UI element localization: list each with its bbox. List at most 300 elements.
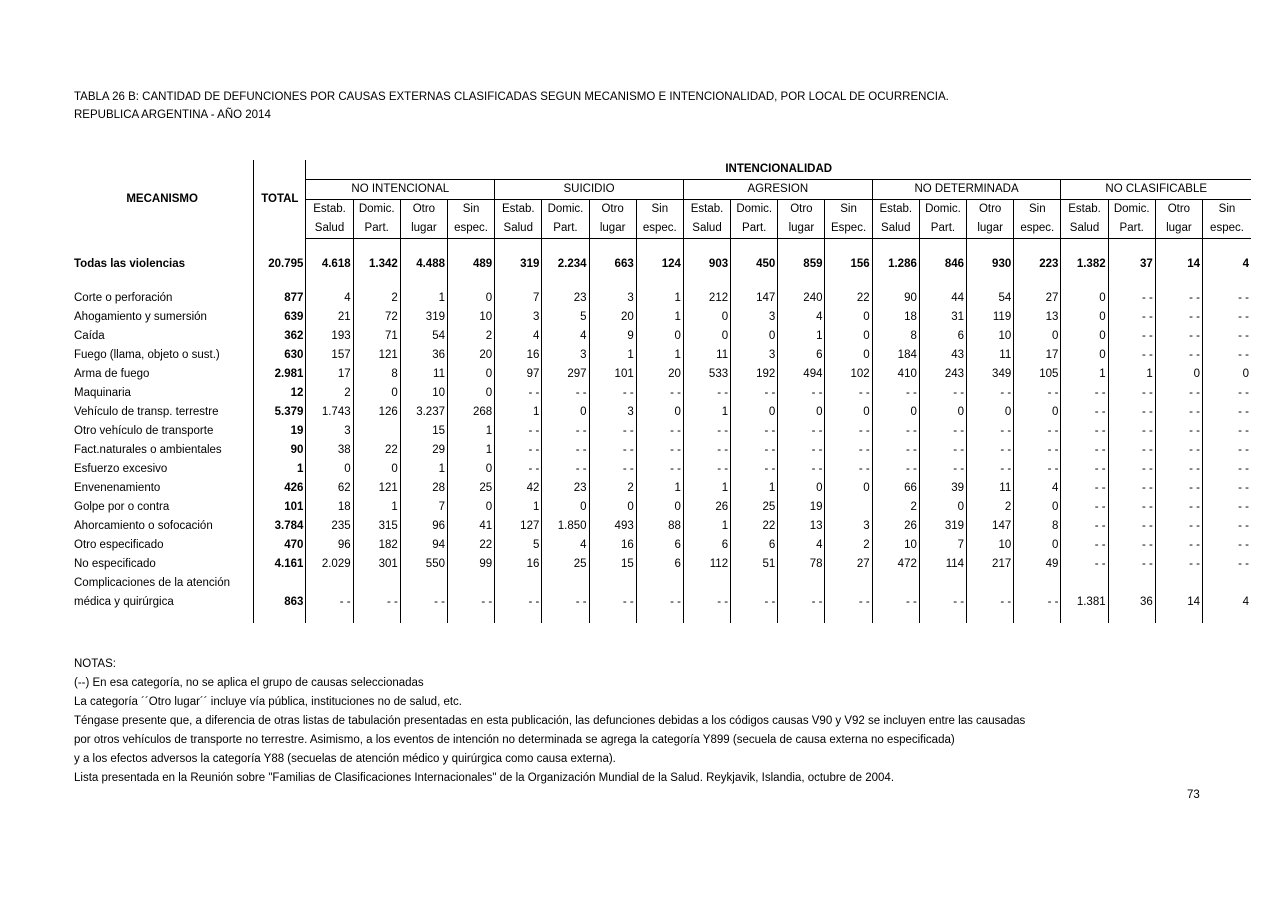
cell-value: 72	[353, 308, 400, 327]
cell-value: 121	[353, 479, 400, 498]
table-row	[71, 574, 1251, 593]
table-row	[71, 479, 1251, 498]
cell-value: 16	[495, 555, 542, 574]
cell-value: - -	[1108, 289, 1155, 308]
cell-value: 0	[1061, 327, 1108, 346]
row-label: Complicaciones de la atención	[74, 577, 230, 589]
subheader-bottom: lugar	[400, 219, 447, 239]
cell-value: - -	[495, 384, 542, 403]
cell-value: 0	[731, 403, 778, 422]
cell-value: 1.850	[542, 517, 589, 536]
subheader-top: Estab.	[1061, 200, 1108, 220]
cell-value: - -	[967, 593, 1014, 612]
cell-value: 20	[636, 365, 683, 384]
cell-value: - -	[1155, 346, 1202, 365]
cell-value: 0	[731, 327, 778, 346]
cell-value: 212	[683, 289, 730, 308]
cell-value: 10	[967, 327, 1014, 346]
note-line: Téngase presente que, a diferencia de otras listas de tabulación presentadas en esta publicación, las defunciones debidas a los códigos causas V90 y V92 se incluyen entre las causadas	[74, 715, 1026, 727]
cell-value: 6	[919, 327, 966, 346]
cell-value: - -	[1202, 327, 1251, 346]
group-header: NO INTENCIONAL	[306, 180, 495, 200]
cell-value: 54	[967, 289, 1014, 308]
group-header: AGRESION	[683, 180, 872, 200]
cell-value: - -	[1108, 308, 1155, 327]
cell-value: 0	[542, 498, 589, 517]
cell-value: 13	[778, 517, 825, 536]
cell-value: 192	[731, 365, 778, 384]
row-label: Otro vehículo de transporte	[74, 425, 214, 437]
row-label: Fact.naturales o ambientales	[74, 444, 222, 456]
cell-value: 37	[1108, 250, 1155, 278]
cell-value: - -	[731, 460, 778, 479]
cell-value: - -	[1155, 441, 1202, 460]
table-row	[71, 555, 1251, 574]
subheader-bottom: lugar	[967, 219, 1014, 239]
cell-value: - -	[683, 441, 730, 460]
cell-value: 19	[778, 498, 825, 517]
cell-value: 1	[495, 403, 542, 422]
cell-value: 127	[495, 517, 542, 536]
cell-value: - -	[1202, 460, 1251, 479]
cell-value: 39	[919, 479, 966, 498]
cell-value: 26	[683, 498, 730, 517]
cell-value: 10	[872, 536, 919, 555]
cell-value: - -	[589, 422, 636, 441]
cell-value: 14	[1155, 593, 1202, 612]
cell-value: 94	[400, 536, 447, 555]
cell-value: 0	[778, 403, 825, 422]
cell-value: 44	[919, 289, 966, 308]
cell-value: - -	[400, 593, 447, 612]
subheader-top: Otro	[1155, 200, 1202, 220]
cell-value: 0	[825, 327, 872, 346]
cell-value: 1	[683, 479, 730, 498]
cell-value: 6	[636, 536, 683, 555]
cell-value: - -	[1155, 517, 1202, 536]
cell-value: 1	[400, 289, 447, 308]
cell-value: 38	[306, 441, 353, 460]
cell-value: - -	[1202, 555, 1251, 574]
table-subtitle: REPUBLICA ARGENTINA - AÑO 2014	[74, 109, 271, 121]
cell-value: - -	[1202, 441, 1251, 460]
cell-value: 0	[447, 384, 494, 403]
cell-value: 493	[589, 517, 636, 536]
cell-value: 42	[495, 479, 542, 498]
cell-value: - -	[1108, 346, 1155, 365]
row-total: 426	[254, 479, 306, 498]
cell-value: 0	[636, 498, 683, 517]
cell-value: 16	[589, 536, 636, 555]
cell-value: - -	[1108, 403, 1155, 422]
cell-value: - -	[967, 460, 1014, 479]
row-total: 470	[254, 536, 306, 555]
cell-value: 10	[400, 384, 447, 403]
cell-value: 2	[306, 384, 353, 403]
cell-value: - -	[919, 384, 966, 403]
row-total: 863	[254, 593, 306, 612]
cell-value: 36	[400, 346, 447, 365]
cell-value: - -	[1108, 479, 1155, 498]
cell-value: - -	[872, 593, 919, 612]
cell-value: - -	[967, 384, 1014, 403]
row-label: Fuego (llama, objeto o sust.)	[74, 349, 220, 361]
cell-value: 17	[1014, 346, 1061, 365]
cell-value: 10	[967, 536, 1014, 555]
cell-value: - -	[636, 593, 683, 612]
cell-value: 0	[447, 498, 494, 517]
row-total: 5.379	[254, 403, 306, 422]
cell-value: 1	[636, 479, 683, 498]
cell-value: 147	[731, 289, 778, 308]
spacer-row	[71, 278, 1251, 289]
cell-value: 217	[967, 555, 1014, 574]
mecanismo-header: MECANISMO	[126, 192, 198, 205]
row-total: 101	[254, 498, 306, 517]
table-row	[71, 403, 1251, 422]
cell-value: 8	[872, 327, 919, 346]
cell-value: 0	[306, 460, 353, 479]
cell-value: 2	[967, 498, 1014, 517]
cell-value: 319	[495, 250, 542, 278]
cell-value: - -	[1014, 460, 1061, 479]
cell-value: - -	[542, 384, 589, 403]
cell-value: 240	[778, 289, 825, 308]
cell-value: - -	[825, 460, 872, 479]
note-line: NOTAS:	[74, 658, 116, 670]
cell-value: - -	[731, 441, 778, 460]
subheader-top: Domic.	[1108, 200, 1155, 220]
cell-value: 1	[447, 441, 494, 460]
cell-value: - -	[683, 460, 730, 479]
cell-value	[353, 422, 400, 441]
cell-value: 235	[306, 517, 353, 536]
cell-value: 0	[1014, 403, 1061, 422]
cell-value: - -	[1061, 536, 1108, 555]
subheader-top: Sin	[447, 200, 494, 220]
cell-value: - -	[1155, 460, 1202, 479]
cell-value: 15	[589, 555, 636, 574]
cell-value: 0	[967, 403, 1014, 422]
cell-value: 3.237	[400, 403, 447, 422]
cell-value: - -	[872, 422, 919, 441]
row-total: 90	[254, 441, 306, 460]
cell-value: 550	[400, 555, 447, 574]
row-total: 362	[254, 327, 306, 346]
cell-value: 0	[919, 498, 966, 517]
table-row	[71, 308, 1251, 327]
cell-value: 6	[778, 346, 825, 365]
cell-value: 54	[400, 327, 447, 346]
cell-value: 3	[306, 422, 353, 441]
cell-value: 25	[447, 479, 494, 498]
cell-value: 1	[1061, 365, 1108, 384]
cell-value: 0	[353, 384, 400, 403]
subheader-top: Estab.	[495, 200, 542, 220]
cell-value	[825, 498, 872, 517]
cell-value: 0	[636, 403, 683, 422]
cell-value: 2	[872, 498, 919, 517]
table-row	[71, 384, 1251, 403]
group-header: NO DETERMINADA	[872, 180, 1061, 200]
cell-value: 43	[919, 346, 966, 365]
cell-value: 5	[542, 308, 589, 327]
cell-value: 1	[683, 403, 730, 422]
cell-value: 4	[1202, 593, 1251, 612]
cell-value: 22	[731, 517, 778, 536]
cell-value: - -	[1108, 498, 1155, 517]
cell-value: 1	[589, 346, 636, 365]
row-label: Corte o perforación	[74, 292, 173, 304]
cell-value: 268	[447, 403, 494, 422]
subheader-top: Sin	[1202, 200, 1251, 220]
cell-value: 97	[495, 365, 542, 384]
cell-value: - -	[1061, 384, 1108, 403]
row-label: médica y quirúrgica	[74, 596, 174, 608]
cell-value: 29	[400, 441, 447, 460]
cell-value: 25	[542, 555, 589, 574]
cell-value: - -	[1155, 384, 1202, 403]
cell-value: - -	[919, 460, 966, 479]
cell-value: - -	[306, 593, 353, 612]
cell-value: - -	[1108, 517, 1155, 536]
cell-value: 846	[919, 250, 966, 278]
cell-value: 4	[306, 289, 353, 308]
cell-value: 6	[731, 536, 778, 555]
cell-value: 119	[967, 308, 1014, 327]
intencionalidad-header: INTENCIONALIDAD	[306, 160, 1251, 180]
cell-value: 1	[1108, 365, 1155, 384]
cell-value: 66	[872, 479, 919, 498]
cell-value: 3	[542, 346, 589, 365]
cell-value: 78	[778, 555, 825, 574]
cell-value: 2	[353, 289, 400, 308]
cell-value: 22	[447, 536, 494, 555]
cell-value: 1.743	[306, 403, 353, 422]
cell-value: - -	[1014, 384, 1061, 403]
cell-value: 8	[1014, 517, 1061, 536]
subheader-bottom: Part.	[919, 219, 966, 239]
cell-value: - -	[1202, 479, 1251, 498]
table-row	[71, 289, 1251, 308]
cell-value: - -	[495, 441, 542, 460]
subheader-bottom: Part.	[353, 219, 400, 239]
row-label: No especificado	[74, 558, 156, 570]
cell-value: 90	[872, 289, 919, 308]
cell-value: 223	[1014, 250, 1061, 278]
total-header: TOTAL	[254, 160, 306, 239]
cell-value: 31	[919, 308, 966, 327]
cell-value: 105	[1014, 365, 1061, 384]
cell-value: 10	[447, 308, 494, 327]
row-total: 1	[254, 460, 306, 479]
subheader-top: Otro	[778, 200, 825, 220]
subheader-top: Domic.	[919, 200, 966, 220]
cell-value: - -	[1108, 327, 1155, 346]
cell-value: - -	[1202, 422, 1251, 441]
cell-value: - -	[1108, 555, 1155, 574]
cell-value: 71	[353, 327, 400, 346]
cell-value: 3	[731, 308, 778, 327]
cell-value: 0	[1061, 308, 1108, 327]
cell-value: - -	[731, 384, 778, 403]
table-row	[71, 422, 1251, 441]
subheader-top: Domic.	[731, 200, 778, 220]
cell-value: 184	[872, 346, 919, 365]
cell-value: - -	[1155, 422, 1202, 441]
cell-value: - -	[1155, 479, 1202, 498]
cell-value: 16	[495, 346, 542, 365]
cell-value: 4	[1014, 479, 1061, 498]
subheader-top: Sin	[825, 200, 872, 220]
table-row	[71, 327, 1251, 346]
cell-value: 17	[306, 365, 353, 384]
cell-value: 0	[1061, 346, 1108, 365]
cell-value: - -	[778, 593, 825, 612]
cell-value: - -	[1061, 403, 1108, 422]
cell-value: 51	[731, 555, 778, 574]
cell-value: 0	[778, 479, 825, 498]
cell-value: 156	[825, 250, 872, 278]
cell-value: - -	[778, 422, 825, 441]
cell-value: - -	[353, 593, 400, 612]
cell-value: 0	[353, 460, 400, 479]
cell-value: - -	[872, 441, 919, 460]
cell-value: 1.286	[872, 250, 919, 278]
cell-value: - -	[919, 422, 966, 441]
cell-value: 9	[589, 327, 636, 346]
cell-value: 27	[825, 555, 872, 574]
cell-value: - -	[1108, 384, 1155, 403]
cell-value: 0	[1014, 327, 1061, 346]
row-total: 20.795	[254, 250, 306, 278]
cell-value: 3	[731, 346, 778, 365]
cell-value: 0	[825, 403, 872, 422]
cell-value: - -	[1061, 422, 1108, 441]
subheader-top: Sin	[636, 200, 683, 220]
subheader-bottom: lugar	[778, 219, 825, 239]
cell-value: 533	[683, 365, 730, 384]
cell-value: - -	[1202, 498, 1251, 517]
cell-value: 859	[778, 250, 825, 278]
cell-value: - -	[731, 593, 778, 612]
cell-value: - -	[1061, 555, 1108, 574]
cell-value: 3	[495, 308, 542, 327]
cell-value: 14	[1155, 250, 1202, 278]
cell-value: 0	[447, 365, 494, 384]
note-line: Lista presentada en la Reunión sobre "Familias de Clasificaciones Internacionales" de la Organización Mundial de la Salud. Reykjavik, Islandia, octubre de 2004.	[74, 772, 895, 784]
cell-value: - -	[589, 593, 636, 612]
row-total: 4.161	[254, 555, 306, 574]
cell-value: - -	[825, 441, 872, 460]
subheader-top: Domic.	[542, 200, 589, 220]
cell-value: 99	[447, 555, 494, 574]
cell-value: 1	[400, 460, 447, 479]
cell-value: - -	[542, 460, 589, 479]
table-row	[71, 441, 1251, 460]
cell-value: - -	[636, 422, 683, 441]
cell-value: - -	[1202, 346, 1251, 365]
row-label: Vehículo de transp. terrestre	[74, 406, 219, 418]
subheader-bottom: espec.	[447, 219, 494, 239]
note-line: (--) En esa categoría, no se aplica el grupo de causas seleccionadas	[74, 677, 424, 689]
cell-value: - -	[1202, 308, 1251, 327]
row-total: 12	[254, 384, 306, 403]
cell-value: 27	[1014, 289, 1061, 308]
cell-value: 182	[353, 536, 400, 555]
cell-value: - -	[1108, 460, 1155, 479]
cell-value: - -	[1155, 289, 1202, 308]
cell-value: - -	[1155, 327, 1202, 346]
cell-value: 2	[589, 479, 636, 498]
cell-value: - -	[1108, 441, 1155, 460]
table-row	[71, 250, 1251, 278]
cell-value: 349	[967, 365, 1014, 384]
subheader-top: Domic.	[353, 200, 400, 220]
row-label: Arma de fuego	[74, 368, 150, 380]
spacer-row	[71, 239, 1251, 251]
cell-value: 124	[636, 250, 683, 278]
cell-value: - -	[731, 422, 778, 441]
cell-value: 2	[825, 536, 872, 555]
cell-value: - -	[1014, 441, 1061, 460]
subheader-bottom: Part.	[731, 219, 778, 239]
cell-value: 96	[400, 517, 447, 536]
subheader-bottom: Part.	[1108, 219, 1155, 239]
cell-value: 5	[495, 536, 542, 555]
row-label: Ahorcamiento o sofocación	[74, 520, 213, 532]
cell-value: - -	[1155, 498, 1202, 517]
table-row	[71, 460, 1251, 479]
cell-value: - -	[495, 593, 542, 612]
cell-value: 0	[447, 289, 494, 308]
cell-value: - -	[542, 422, 589, 441]
cell-value: 2	[447, 327, 494, 346]
row-label: Golpe por o contra	[74, 501, 170, 513]
cell-value: 7	[400, 498, 447, 517]
cell-value: 3	[825, 517, 872, 536]
cell-value: 301	[353, 555, 400, 574]
cell-value: 0	[636, 327, 683, 346]
cell-value: - -	[872, 460, 919, 479]
cell-value: - -	[778, 441, 825, 460]
cell-value: - -	[1014, 593, 1061, 612]
group-header: SUICIDIO	[495, 180, 684, 200]
table-row	[71, 346, 1251, 365]
cell-value: 0	[1014, 536, 1061, 555]
cell-value: 41	[447, 517, 494, 536]
cell-value: 319	[400, 308, 447, 327]
subheader-top: Estab.	[683, 200, 730, 220]
subheader-bottom: espec.	[1202, 219, 1251, 239]
cell-value: 1	[683, 517, 730, 536]
cell-value: 2.029	[306, 555, 353, 574]
subheader-bottom: Salud	[683, 219, 730, 239]
cell-value: 472	[872, 555, 919, 574]
cell-value: 1.381	[1061, 593, 1108, 612]
cell-value: 0	[825, 308, 872, 327]
cell-value: 0	[589, 498, 636, 517]
cell-value: 0	[683, 308, 730, 327]
cell-value: - -	[967, 441, 1014, 460]
cell-value: 0	[1061, 289, 1108, 308]
cell-value: 6	[683, 536, 730, 555]
cell-value: 0	[447, 460, 494, 479]
cell-value: 11	[967, 346, 1014, 365]
cell-value: 21	[306, 308, 353, 327]
cell-value: 0	[1155, 365, 1202, 384]
cell-value: - -	[589, 460, 636, 479]
